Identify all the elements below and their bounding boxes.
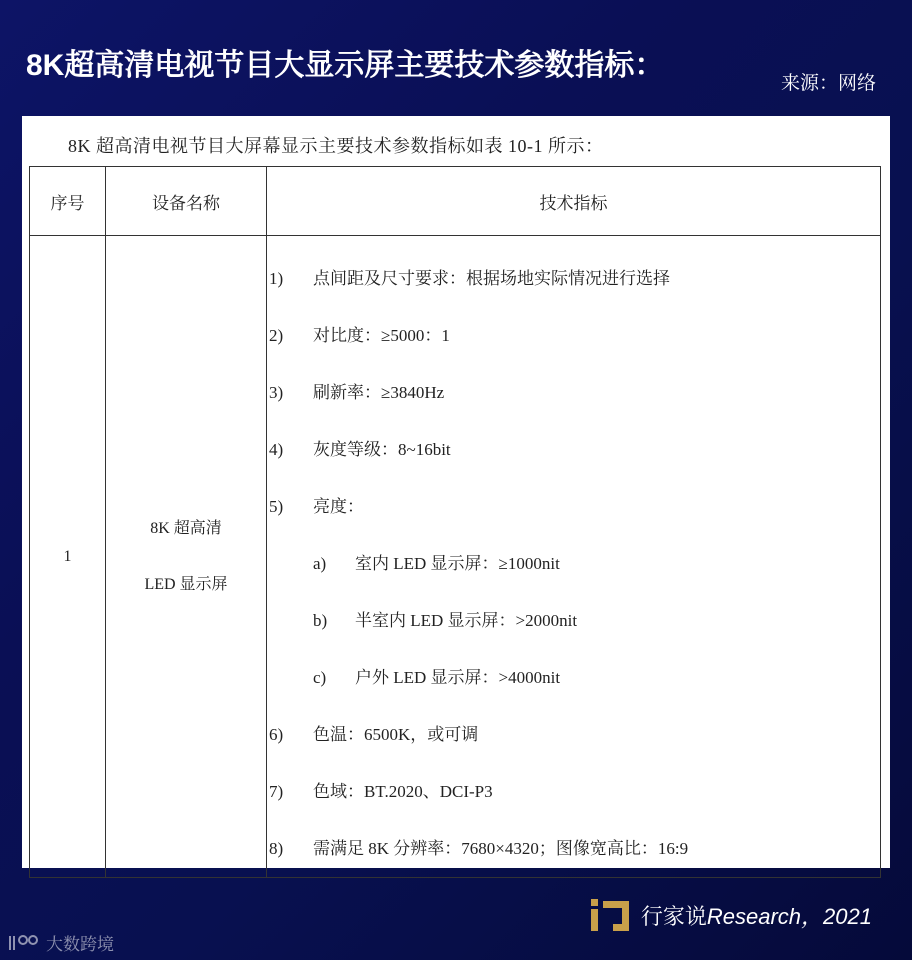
device-name-line-2: LED 显示屏: [144, 575, 228, 593]
spec-index: 1): [269, 269, 284, 288]
hangjiashuo-logo-icon: [589, 897, 631, 933]
spec-subitem: [267, 649, 880, 706]
source-label: 来源：网络: [780, 73, 876, 94]
spec-text: 刷新率：≥3840Hz: [313, 383, 445, 402]
brand-text: [641, 900, 872, 931]
table-row: [30, 236, 881, 878]
watermark-text: 大数跨境: [46, 935, 114, 954]
spec-text: 色温：6500K，或可调: [313, 725, 479, 744]
spec-item: [267, 250, 880, 307]
spec-index: 4): [269, 440, 284, 459]
spec-list-cell: [267, 236, 881, 878]
brand-suffix: ，2021: [801, 903, 872, 929]
spec-index: 7): [269, 782, 284, 801]
spec-index: 6): [269, 725, 284, 744]
document-intro: 8K 超高清电视节目大屏幕显示主要技术参数指标如表 10-1 所示：: [68, 136, 604, 156]
spec-text: 色域：BT.2020、DCI-P3: [313, 782, 493, 801]
spec-subitem: [267, 592, 880, 649]
device-name-line-1: 8K 超高清: [150, 519, 222, 537]
spec-index: b): [313, 611, 328, 630]
header-spec: 技术指标: [267, 167, 881, 236]
spec-text: 对比度：≥5000：1: [313, 326, 450, 345]
spec-text: 户外 LED 显示屏：>4000nit: [355, 668, 561, 687]
spec-text: 半室内 LED 显示屏：>2000nit: [355, 611, 578, 630]
spec-item: [267, 364, 880, 421]
header-number: 序号: [30, 167, 106, 236]
spec-text: 需满足 8K 分辨率：7680×4320；图像宽高比：16:9: [313, 839, 689, 858]
spec-index: a): [313, 554, 327, 573]
spec-index: 8): [269, 839, 284, 858]
spec-item: [267, 820, 880, 877]
table-header-row: [30, 167, 881, 236]
brand-prefix: 行家说: [640, 903, 707, 929]
spec-item: [267, 421, 880, 478]
spec-text: 点间距及尺寸要求：根据场地实际情况进行选择: [313, 269, 670, 288]
spec-index: 3): [269, 383, 284, 402]
footer-brand: [589, 897, 872, 933]
watermark: [8, 930, 114, 955]
spec-text: 灰度等级：8~16bit: [313, 440, 451, 459]
spec-item: [267, 763, 880, 820]
document-image: [22, 116, 890, 868]
brand-italic: Research: [706, 903, 802, 929]
device-name-cell: [106, 236, 267, 878]
spec-index: 5): [269, 497, 284, 516]
spec-text: 室内 LED 显示屏：≥1000nit: [355, 554, 560, 573]
dashukuajing-logo-icon: [8, 934, 42, 952]
spec-item: [267, 307, 880, 364]
spec-text: 亮度：: [313, 497, 364, 516]
spec-subitem: [267, 535, 880, 592]
row-number: 1: [30, 236, 106, 878]
header-device-name: 设备名称: [106, 167, 267, 236]
spec-table: [29, 166, 881, 878]
spec-index: 2): [269, 326, 284, 345]
spec-item: [267, 706, 880, 763]
spec-index: c): [313, 668, 327, 687]
spec-item: [267, 478, 880, 535]
slide-title: 8K超高清电视节目大显示屏主要技术参数指标：: [26, 49, 665, 82]
